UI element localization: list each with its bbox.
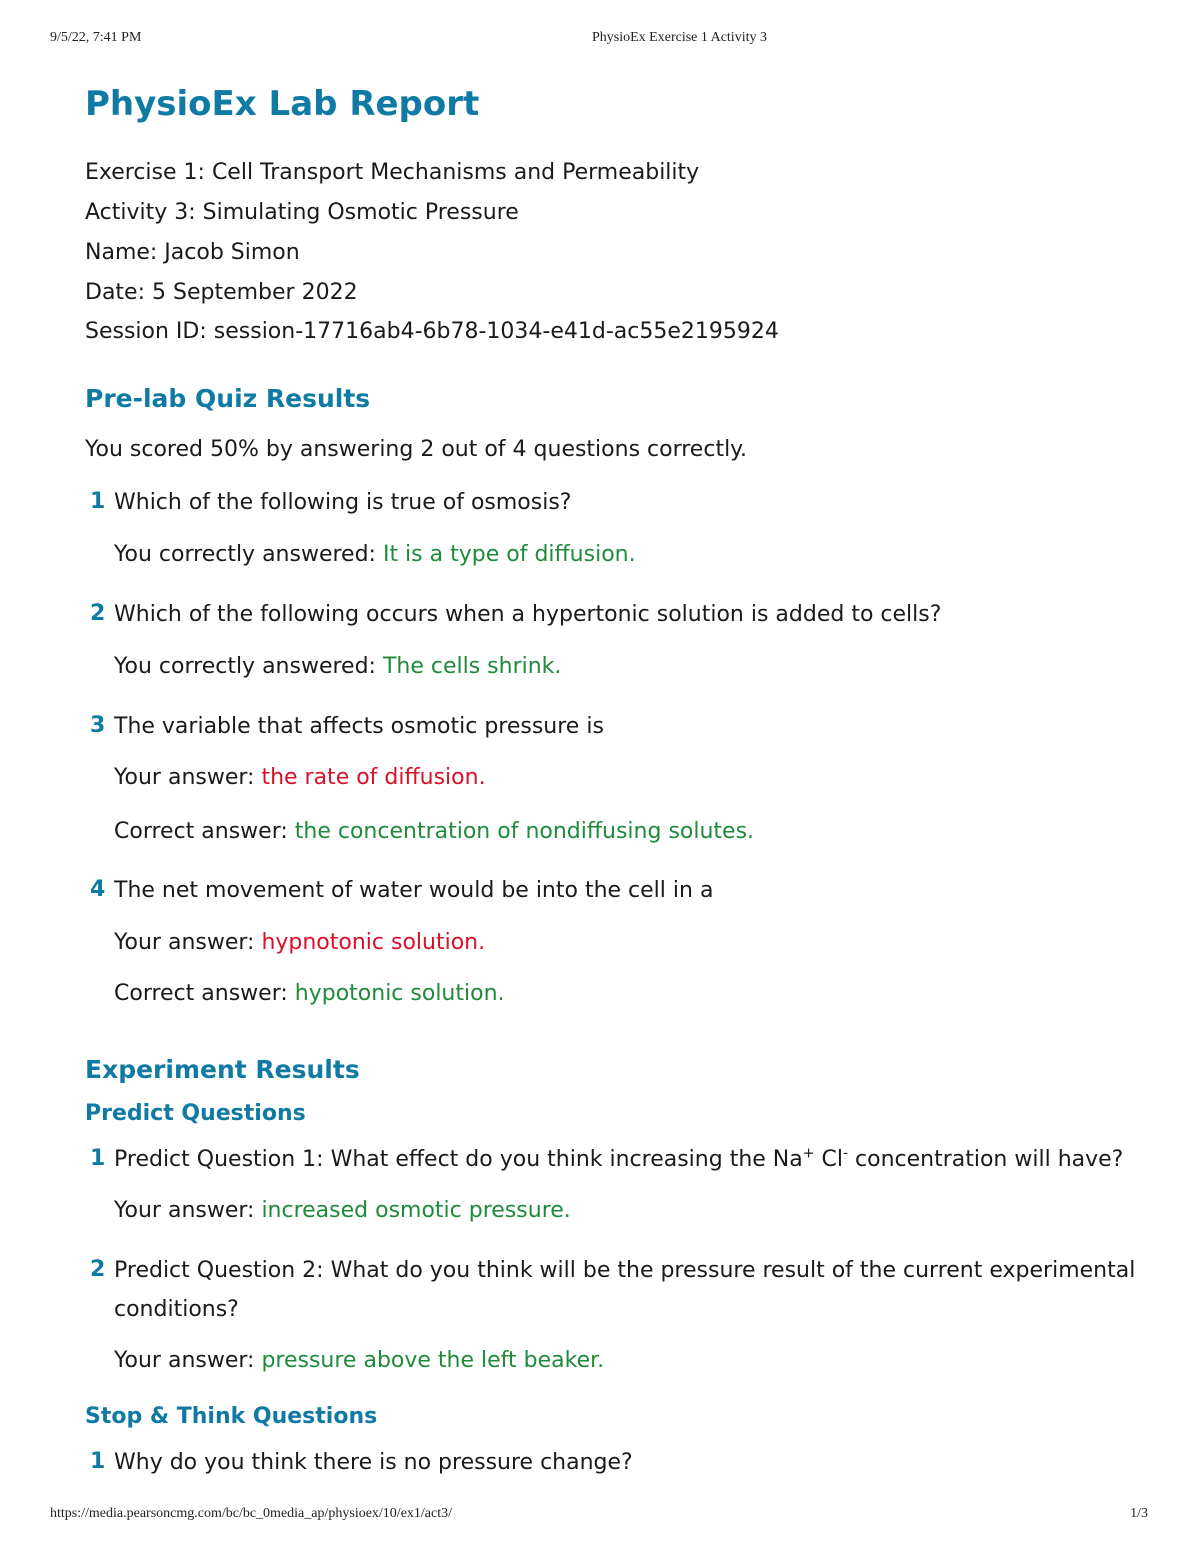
predict-number: 2 xyxy=(90,1257,106,1282)
correct-answer: the concentration of nondiffusing solutes. xyxy=(294,819,755,844)
predict-question: Predict Question 2: What do you think will be the pressure result of the current experimental conditions? xyxy=(114,1258,1136,1322)
date-line: Date: 5 September 2022 xyxy=(85,280,358,305)
question-text: The variable that affects osmotic pressure is xyxy=(114,714,604,739)
report-title: PhysioEx Lab Report xyxy=(85,84,480,124)
incorrect-answer: hypnotonic solution. xyxy=(261,930,486,955)
superscript-plus: + xyxy=(802,1145,815,1162)
predict-heading: Predict Questions xyxy=(85,1101,306,1126)
your-answer-line xyxy=(114,930,485,955)
question-text: The net movement of water would be into the cell in a xyxy=(114,878,714,903)
predict-text: Cl xyxy=(814,1147,843,1172)
predict-text: Predict Question 1: What effect do you think increasing the Na xyxy=(114,1147,803,1172)
activity-line: Activity 3: Simulating Osmotic Pressure xyxy=(85,200,519,225)
answer-label: You correctly answered: xyxy=(114,542,383,567)
name-line: Name: Jacob Simon xyxy=(85,240,300,265)
answer-line xyxy=(114,654,561,679)
predict-answer: increased osmotic pressure. xyxy=(261,1198,571,1223)
correct-answer-line xyxy=(114,819,754,844)
predict-question xyxy=(114,1140,1144,1179)
question-number: 3 xyxy=(90,713,106,738)
question-text: Which of the following occurs when a hypertonic solution is added to cells? xyxy=(114,602,942,627)
your-answer-line xyxy=(114,765,486,790)
answer-label: Correct answer: xyxy=(114,981,295,1006)
correct-answer-line xyxy=(114,981,505,1006)
answer-label: You correctly answered: xyxy=(114,654,383,679)
superscript-minus: - xyxy=(842,1145,849,1162)
print-page-number: 1/3 xyxy=(1130,1506,1148,1521)
correct-answer: hypotonic solution. xyxy=(294,981,505,1006)
answer-label: Your answer: xyxy=(114,1348,262,1373)
correct-answer: The cells shrink. xyxy=(382,654,562,679)
your-answer-line xyxy=(114,1198,571,1223)
answer-line xyxy=(114,542,636,567)
print-datetime: 9/5/22, 7:41 PM xyxy=(50,30,142,45)
stop-think-number: 1 xyxy=(90,1449,106,1474)
question-number: 2 xyxy=(90,601,106,626)
answer-label: Your answer: xyxy=(114,1198,262,1223)
stop-think-question: Why do you think there is no pressure change? xyxy=(114,1450,633,1475)
quiz-score: You scored 50% by answering 2 out of 4 questions correctly. xyxy=(85,437,748,462)
correct-answer: It is a type of diffusion. xyxy=(382,542,636,567)
experiment-heading: Experiment Results xyxy=(85,1055,360,1084)
exercise-line: Exercise 1: Cell Transport Mechanisms and Permeability xyxy=(85,160,700,185)
answer-label: Correct answer: xyxy=(114,819,295,844)
print-doc-title: PhysioEx Exercise 1 Activity 3 xyxy=(592,30,767,45)
question-number: 4 xyxy=(90,877,106,902)
question-text: Which of the following is true of osmosis? xyxy=(114,490,572,515)
predict-answer: pressure above the left beaker. xyxy=(261,1348,605,1373)
predict-number: 1 xyxy=(90,1146,106,1171)
print-url: https://media.pearsoncmg.com/bc/bc_0media_ap/physioex/10/ex1/act3/ xyxy=(50,1506,453,1521)
answer-label: Your answer: xyxy=(114,765,262,790)
incorrect-answer: the rate of diffusion. xyxy=(261,765,486,790)
your-answer-line xyxy=(114,1348,604,1373)
prelab-heading: Pre-lab Quiz Results xyxy=(85,384,371,413)
session-line: Session ID: session-17716ab4-6b78-1034-e41d-ac55e2195924 xyxy=(85,319,779,344)
question-number: 1 xyxy=(90,489,106,514)
stop-think-heading: Stop & Think Questions xyxy=(85,1404,378,1429)
predict-text: concentration will have? xyxy=(848,1147,1124,1172)
answer-label: Your answer: xyxy=(114,930,262,955)
